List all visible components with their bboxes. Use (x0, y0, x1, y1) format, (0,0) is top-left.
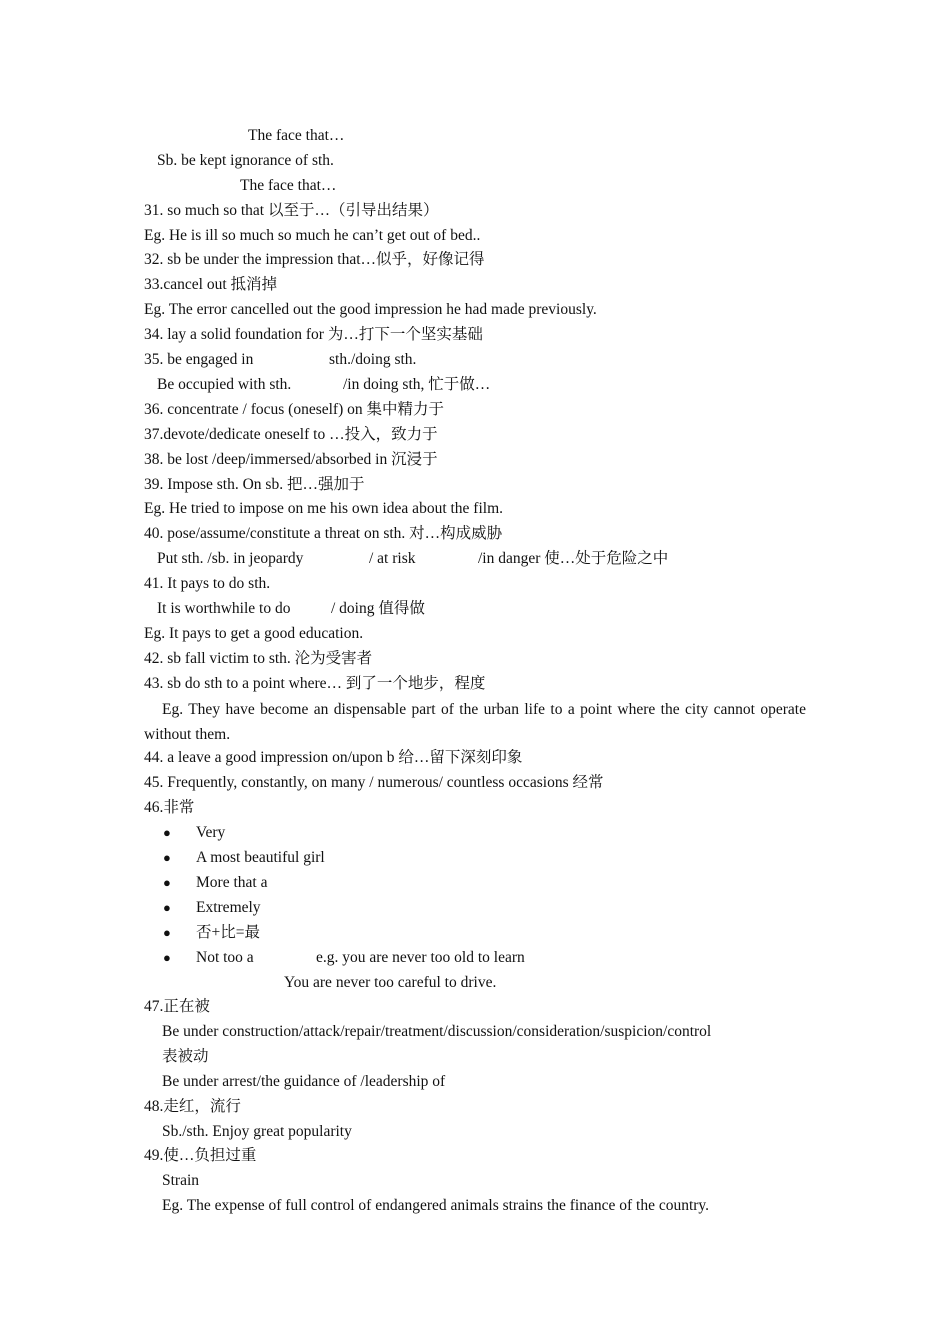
entry-33: 33.cancel out 抵消掉 (144, 276, 278, 293)
text-line: The face that… (240, 177, 337, 194)
text-line: Put sth. /sb. in jeopardy (157, 550, 304, 567)
bullet-icon: ● (163, 900, 171, 915)
text-line: Strain (162, 1172, 200, 1189)
text-line: Be under arrest/the guidance of /leadership of (162, 1073, 446, 1090)
entry-40: 40. pose/assume/constitute a threat on sth. 对…构成威胁 (144, 525, 503, 542)
example-line: Eg. He tried to impose on me his own idea about the film. (144, 500, 504, 517)
list-item: More that a (196, 874, 268, 891)
text-line: /in doing sth, 忙于做… (343, 376, 491, 393)
entry-45: 45. Frequently, constantly, on many / numerous/ countless occasions 经常 (144, 774, 604, 791)
list-item: Very (196, 824, 226, 841)
entry-32: 32. sb be under the impression that…似乎，好像记得 (144, 251, 485, 268)
bullet-icon: ● (163, 875, 171, 890)
example-line: Eg. The error cancelled out the good impression he had made previously. (144, 301, 597, 318)
example-paragraph: Eg. They have become an dispensable part of the urban life to a point where the city cannot operate without them. (144, 701, 806, 743)
entry-35: 35. be engaged in (144, 351, 254, 368)
text-line: Be under construction/attack/repair/treatment/discussion/consideration/suspicion/control (162, 1023, 712, 1040)
entry-39: 39. Impose sth. On sb. 把…强加于 (144, 476, 365, 493)
list-item-example: e.g. you are never too old to learn (316, 949, 525, 966)
text-line: / doing 值得做 (331, 600, 425, 617)
entry-44: 44. a leave a good impression on/upon b 给…留下深刻印象 (144, 749, 523, 766)
bullet-icon: ● (163, 925, 171, 940)
text-line: It is worthwhile to do (157, 600, 291, 617)
entry-43: 43. sb do sth to a point where… 到了一个地步，程度 (144, 675, 486, 692)
entry-48: 48.走红，流行 (144, 1098, 241, 1115)
entry-46: 46.非常 (144, 799, 195, 816)
example-line: You are never too careful to drive. (284, 974, 497, 991)
text-line: Sb./sth. Enjoy great popularity (162, 1123, 352, 1140)
bullet-icon: ● (163, 950, 171, 965)
entry-34: 34. lay a solid foundation for 为…打下一个坚实基础 (144, 326, 483, 343)
entry-47: 47.正在被 (144, 998, 210, 1015)
entry-35-cont: sth./doing sth. (329, 351, 417, 368)
entry-42: 42. sb fall victim to sth. 沦为受害者 (144, 650, 373, 667)
example-line: Eg. He is ill so much so much he can’t get out of bed.. (144, 227, 481, 244)
entry-41: 41. It pays to do sth. (144, 575, 271, 592)
entry-37: 37.devote/dedicate oneself to …投入，致力于 (144, 426, 438, 443)
list-item: Extremely (196, 899, 261, 916)
example-line: Eg. The expense of full control of endangered animals strains the finance of the country. (162, 1197, 710, 1214)
bullet-icon: ● (163, 825, 171, 840)
text-line: 表被动 (162, 1048, 209, 1065)
list-item: A most beautiful girl (196, 849, 325, 866)
entry-31: 31. so much so that 以至于…（引导出结果） (144, 202, 439, 219)
text-line: /in danger 使…处于危险之中 (478, 550, 669, 567)
list-item: Not too a (196, 949, 254, 966)
text-line: / at risk (369, 550, 416, 567)
entry-38: 38. be lost /deep/immersed/absorbed in 沉浸于 (144, 451, 438, 468)
text-line: Be occupied with sth. (157, 376, 292, 393)
text-line: Sb. be kept ignorance of sth. (157, 152, 334, 169)
entry-49: 49.使…负担过重 (144, 1147, 257, 1164)
entry-36: 36. concentrate / focus (oneself) on 集中精力于 (144, 401, 445, 418)
example-line: Eg. It pays to get a good education. (144, 625, 364, 642)
text-line: The face that… (248, 127, 345, 144)
list-item: 否+比=最 (196, 924, 260, 941)
bullet-icon: ● (163, 850, 171, 865)
